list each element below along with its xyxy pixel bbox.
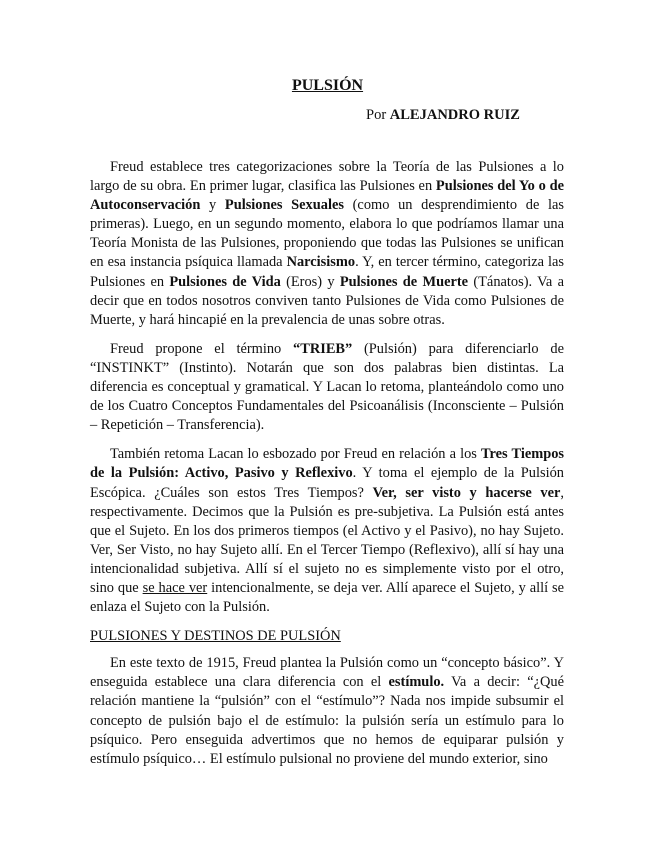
text-run: . Y toma el ejemplo de la Pulsión Escópica. ¿Cuáles son estos Tres Tiempos?	[90, 465, 564, 501]
text-run: Freud propone el término	[110, 340, 294, 357]
emphasis-yo-autoconservacion: Pulsiones del Yo o de Autoconservación	[90, 178, 565, 214]
text-run: y	[200, 197, 225, 214]
emphasis-tres-tiempos: Tres Tiempos de la Pulsión: Activo, Pasivo y Reflexivo	[90, 446, 564, 482]
text-run: Freud establece tres categorizaciones sobre la Teoría de las Pulsiones a lo largo de su obra. En primer lugar, clasifica las Pulsiones en	[90, 159, 564, 195]
text-run: (Eros) y	[280, 273, 340, 290]
section-heading: PULSIONES Y DESTINOS DE PULSIÓN	[90, 628, 341, 645]
byline-author: ALEJANDRO RUIZ	[389, 107, 520, 123]
emphasis-pulsiones-vida: Pulsiones de Vida	[169, 273, 281, 290]
text-run: . Y, en tercer término, categoriza las Pulsiones en	[90, 254, 564, 290]
emphasis-pulsiones-sexuales: Pulsiones Sexuales	[224, 197, 344, 214]
text-run: También retoma Lacan lo esbozado por Freud en relación a los	[110, 446, 481, 463]
paragraph-tres-tiempos	[90, 445, 564, 617]
emphasis-trieb: “TRIEB”	[293, 340, 353, 357]
emphasis-ver-ser-visto: Ver, ser visto y hacerse ver	[372, 484, 561, 501]
text-run: (Pulsión) para diferenciarlo de “INSTINKT” (Instinto). Notarán que son dos palabras bien distintas. La diferencia es conceptual y gramatical. Y Lacan lo retoma, planteándolo como uno de los Cuatro Conceptos Fundamentales del Psicoanálisis (Inconsciente – Pulsión – Repetición – Transferencia).	[90, 340, 564, 434]
text-run: (Tánatos). Va a decir que en todos nosotros conviven tanto Pulsiones de Vida como Pulsiones de Muerte, y hará hincapié en la prevalencia de unas sobre otras.	[90, 273, 565, 328]
byline	[366, 107, 520, 124]
text-run: (como un desprendimiento de las primeras). Luego, en un segundo momento, elabora lo que podríamos llamar una Teoría Monista de las Pulsiones, proponiendo que todas las Pulsiones se unifican en esa instancia psíquica llamada	[90, 197, 565, 271]
text-run: En este texto de 1915, Freud plantea la Pulsión como un “concepto básico”. Y enseguida establece una clara diferencia con el	[90, 655, 564, 691]
emphasis-pulsiones-muerte: Pulsiones de Muerte	[339, 273, 469, 290]
text-run: , respectivamente. Decimos que la Pulsión es pre-subjetiva. La Pulsión está antes que el Sujeto. En los dos primeros tiempos (el Activo y el Pasivo), no hay Sujeto. Ver, Ser Visto, no hay Sujeto allí. En el Tercer Tiempo (Reflexivo), allí sí hay una intencionalidad subjetiva. Allí sí el sujeto no es simplemente visto por el otro, sino que	[90, 484, 564, 596]
underlined-se-hace-ver: se hace ver	[142, 579, 208, 596]
paragraph-trieb	[90, 340, 564, 435]
text-run: intencionalmente, se deja ver. Allí aparece el Sujeto, y allí se enlaza el Sujeto con la Pulsión.	[90, 579, 565, 616]
document-title: PULSIÓN	[291, 77, 364, 94]
document-body	[90, 158, 564, 779]
text-run: Va a decir: “¿Qué relación mantiene la “pulsión” con el “estímulo”? Nada nos impide subsumir el concepto de pulsión bajo el de estímulo: la pulsión sería un estímulo para lo psíquico. Pero enseguida advertimos que no hemos de equiparar pulsión y estímulo psíquico… El estímulo pulsional no proviene del mundo exterior, sino	[90, 674, 564, 767]
emphasis-estimulo: estímulo.	[388, 674, 445, 691]
paragraph-theory-of-drives	[90, 158, 564, 330]
byline-prefix: Por	[366, 107, 387, 123]
emphasis-narcisismo: Narcisismo	[286, 254, 356, 271]
paragraph-estimulo	[90, 654, 564, 769]
